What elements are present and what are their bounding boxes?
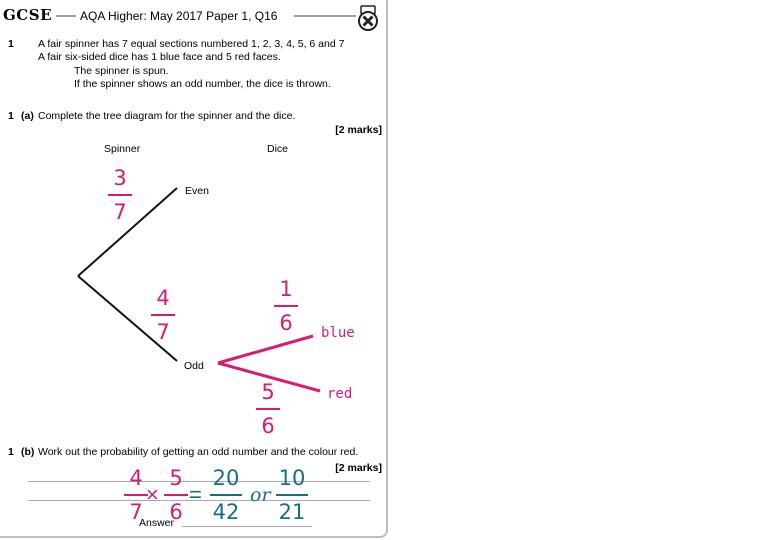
prob-red-numerator: 5 (261, 380, 275, 404)
fraction-bar (210, 494, 242, 496)
calc-f3-numerator: 20 (212, 466, 240, 490)
part-a-text: Complete the tree diagram for the spinner and the dice. (38, 110, 296, 122)
odd-label: Odd (184, 360, 204, 372)
prob-red-denominator: 6 (261, 414, 275, 438)
calc-f4-numerator: 10 (278, 466, 306, 490)
fraction-bar (108, 194, 132, 196)
calc-fraction-2 (164, 466, 188, 524)
part-b-text: Work out the probability of getting an odd number and the colour red. (38, 446, 359, 458)
red-outcome-label: red (327, 386, 353, 402)
dice-column-label: Dice (267, 143, 289, 155)
answer-label: Answer (139, 517, 175, 529)
paper-title: AQA Higher: May 2017 Paper 1, Q16 (80, 9, 278, 23)
multiply-sign: × (146, 482, 159, 507)
part-a-marks: [2 marks] (335, 124, 382, 136)
question-line-1: A fair spinner has 7 equal sections numbered 1, 2, 3, 4, 5, 6 and 7 (38, 38, 345, 50)
spinner-column-label: Spinner (104, 143, 141, 155)
prob-red-fraction (256, 380, 280, 438)
prob-odd-denominator: 7 (156, 320, 170, 344)
part-a-number: 1 (8, 110, 14, 122)
calc-f3-denominator: 42 (212, 500, 240, 524)
fraction-bar (151, 314, 175, 316)
prob-blue-fraction (274, 277, 298, 335)
fraction-bar (124, 494, 148, 496)
question-number: 1 (8, 38, 14, 50)
part-b-marks: [2 marks] (335, 462, 382, 474)
calc-fraction-3 (210, 466, 242, 524)
calc-f4-denominator: 21 (278, 500, 306, 524)
calc-fraction-1 (124, 466, 148, 524)
or-word: or (250, 484, 271, 506)
fraction-bar (274, 305, 298, 307)
fraction-bar (276, 494, 308, 496)
branch-blue (218, 336, 313, 363)
part-b-sub: (b) (21, 446, 35, 458)
equals-sign: = (189, 482, 202, 507)
calc-f2-numerator: 5 (169, 466, 183, 490)
blue-outcome-label: blue (321, 325, 355, 341)
calc-f2-denominator: 6 (169, 500, 183, 524)
prob-blue-numerator: 1 (279, 277, 293, 301)
calc-fraction-4 (276, 466, 308, 524)
prob-even-fraction (108, 166, 132, 224)
prob-odd-fraction (151, 286, 175, 344)
gcse-logo: GCSE (3, 6, 53, 24)
prob-even-numerator: 3 (113, 166, 127, 190)
prob-even-denominator: 7 (113, 200, 127, 224)
fraction-bar (164, 494, 188, 496)
part-b-number: 1 (8, 446, 14, 458)
fraction-bar (256, 408, 280, 410)
tree-diagram (0, 0, 386, 540)
prob-odd-numerator: 4 (156, 286, 170, 310)
answer-line (182, 526, 312, 527)
question-line-2: A fair six-sided dice has 1 blue face and 5 red faces. (38, 51, 281, 63)
calc-f1-denominator: 7 (129, 500, 143, 524)
calc-f1-numerator: 4 (129, 466, 143, 490)
question-line-4: If the spinner shows an odd number, the dice is thrown. (74, 78, 331, 90)
part-a-sub: (a) (21, 110, 34, 122)
prob-blue-denominator: 6 (279, 311, 293, 335)
question-line-3: The spinner is spun. (74, 65, 169, 77)
even-label: Even (185, 185, 209, 197)
